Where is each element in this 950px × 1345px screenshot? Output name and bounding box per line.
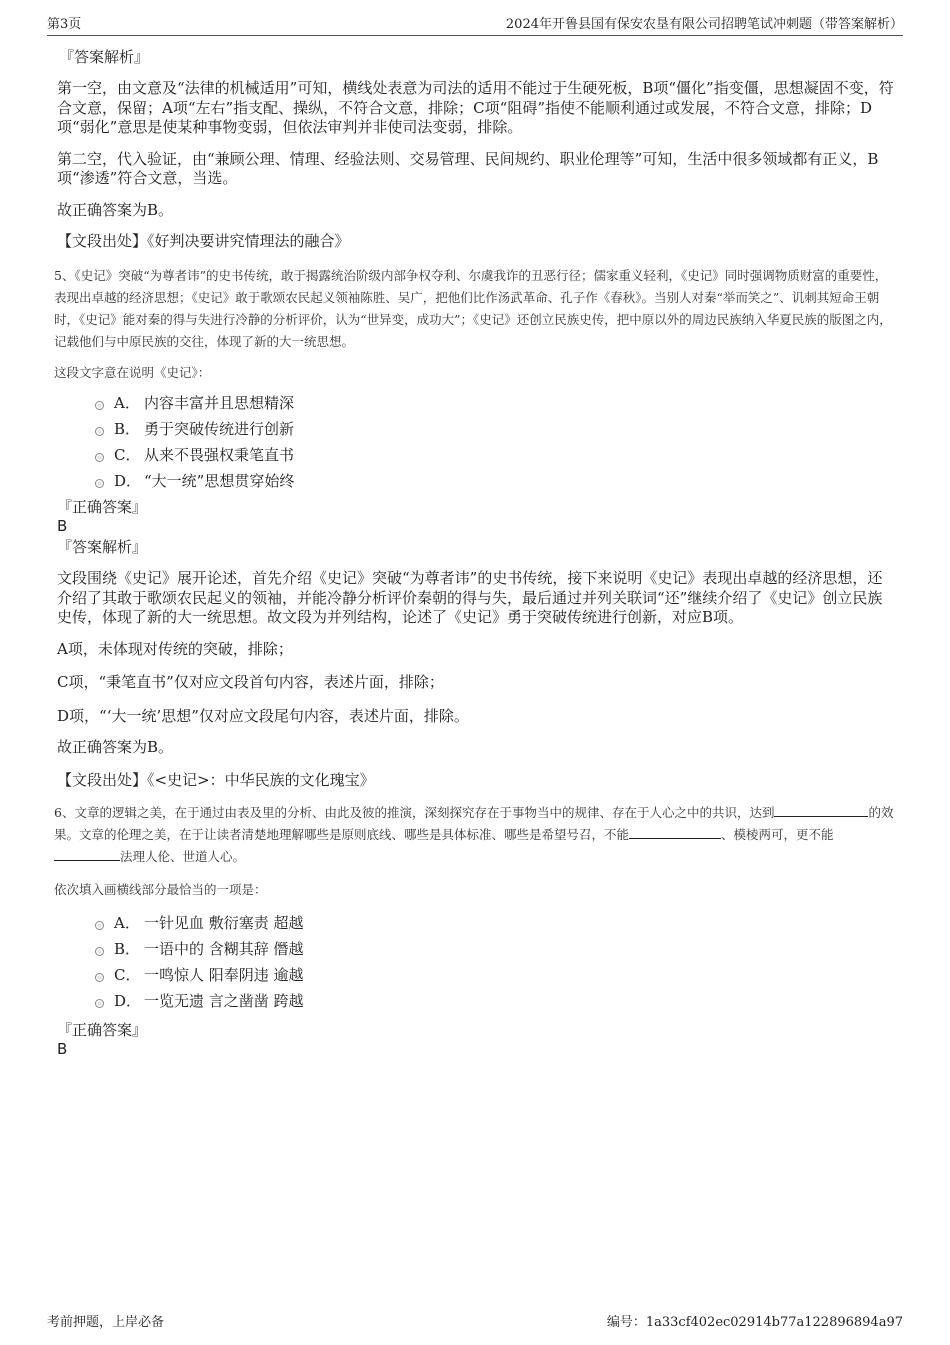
analysis-paragraph: A项，未体现对传统的突破，排除；	[57, 639, 293, 658]
source-citation: 【文段出处】《<史记>：中华民族的文化瑰宝》	[57, 770, 375, 789]
question-prompt: 这段文字意在说明《史记》：	[54, 365, 211, 380]
page-header	[47, 12, 903, 36]
radio-icon[interactable]	[95, 479, 104, 488]
options-list	[95, 910, 897, 1014]
radio-icon[interactable]	[95, 921, 104, 930]
question-text: 5、《史记》突破“为尊者讳”的史书传统，敢于揭露统治阶级内部争权夺利、尔虞我诈的丑恶行径；儒家重义轻利，《史记》同时强调物质财富的重要性，表现出卓越的经济思想；《史记》敢于歌颂农民起义领袖陈胜、吴广，把他们比作汤武革命、孔子作《春秋》。当别人对秦“举而笑之”、讥刺其短命王朝时，《史记》能对秦的得与失进行冷静的分析评价，认为“世异变，成功大”；《史记》还创立民族史传，把中原以外的周边民族纳入华夏民族的版图之内，记载他们与中原民族的交往，体现了新的大一统思想。	[54, 268, 892, 349]
radio-icon[interactable]	[95, 999, 104, 1008]
analysis-paragraph: C项，“秉笔直书”仅对应文段首句内容，表述片面，排除；	[57, 673, 444, 691]
radio-icon[interactable]	[95, 427, 104, 436]
page-number: 第3页	[47, 17, 82, 32]
radio-icon[interactable]	[95, 973, 104, 982]
page-footer	[47, 1311, 903, 1330]
analysis-paragraph: 第二空，代入验证，由“兼顾公理、情理、经验法则、交易管理、民间规约、职业伦理等”可知，生活中很多领域都有正义，B项“渗透”符合文意，当选。	[57, 149, 879, 187]
option-c[interactable]: C． 一鸣惊人 阳奉阴违 逾越	[95, 962, 897, 988]
source-citation: 【文段出处】《好判决要讲究情理法的融合》	[57, 232, 350, 250]
analysis-label: 『答案解析』	[59, 48, 150, 66]
option-b[interactable]: B． 勇于突破传统进行创新	[95, 415, 897, 441]
footer-slogan: 考前押题，上岸必备	[47, 1315, 165, 1330]
option-d[interactable]: D． “大一统”思想贯穿始终	[95, 467, 897, 493]
options-list	[95, 389, 897, 493]
page-content	[54, 47, 897, 1058]
document-id: 编号：1a33cf402ec02914b77a122896894a97	[606, 1315, 903, 1330]
fill-blank	[54, 846, 120, 861]
analysis-paragraph: 故正确答案为B。	[57, 200, 174, 219]
option-d[interactable]: D． 一览无遗 言之凿凿 跨越	[95, 988, 897, 1014]
option-c[interactable]: C． 从来不畏强权秉笔直书	[95, 441, 897, 467]
analysis-paragraph: 第一空，由文意及“法律的机械适用”可知，横线处表意为司法的适用不能过于生硬死板，B项“僵化”指变僵，思想凝固不变，符合文意，保留；A项“左右”指支配、操纵，不符合文意，排除；C项“阻碍”指使不能顺利通过或发展，不符合文意，排除；D项“弱化”意思是使某种事物变弱，但依法审判并非使司法变弱，排除。	[57, 79, 894, 136]
option-a[interactable]: A． 内容丰富并且思想精深	[95, 389, 897, 415]
fill-blank	[774, 802, 868, 817]
analysis-label: 『答案解析』	[57, 538, 148, 556]
radio-icon[interactable]	[95, 453, 104, 462]
correct-answer-label: 『正确答案』	[57, 498, 148, 516]
analysis-paragraph: 故正确答案为B。	[57, 738, 174, 756]
question-prompt: 依次填入画横线部分最恰当的一项是：	[54, 881, 267, 897]
radio-icon[interactable]	[95, 947, 104, 956]
analysis-paragraph: 文段围绕《史记》展开论述，首先介绍《史记》突破“为尊者讳”的史书传统，接下来说明《史记》表现出卓越的经济思想，还介绍了其敢于歌颂农民起义的领袖，并能冷静分析评价秦朝的得与失，最后通过并列关联词“还”继续介绍了《史记》创立民族史传，体现了新的大一统思想。故文段为并列结构，论述了《史记》勇于突破传统进行创新，对应B项。	[57, 569, 883, 626]
document-title: 2024年开鲁县国有保安农垦有限公司招聘笔试冲刺题（带答案解析）	[505, 17, 903, 32]
radio-icon[interactable]	[95, 401, 104, 410]
option-a[interactable]: A． 一针见血 敷衍塞责 超越	[95, 910, 897, 936]
correct-answer-label: 『正确答案』	[57, 1020, 148, 1039]
analysis-paragraph: D项，“‘大一统’思想”仅对应文段尾句内容，表述片面，排除。	[57, 706, 469, 725]
correct-answer: B	[57, 517, 68, 535]
fill-blank	[629, 824, 721, 839]
option-b[interactable]: B． 一语中的 含糊其辞 僭越	[95, 936, 897, 962]
correct-answer: B	[57, 1039, 68, 1058]
question-text: 6、文章的逻辑之美，在于通过由表及里的分析、由此及彼的推演，深刻探究存在于事物当中的规律、存在于人心之中的共识，达到 的效果。文章的伦理之美，在于让读者清楚地理解哪些是原则底线、哪些是具体标准、哪些是希望号召，不能 、模棱两可，更不能法理人伦、世道人心。	[54, 802, 897, 868]
